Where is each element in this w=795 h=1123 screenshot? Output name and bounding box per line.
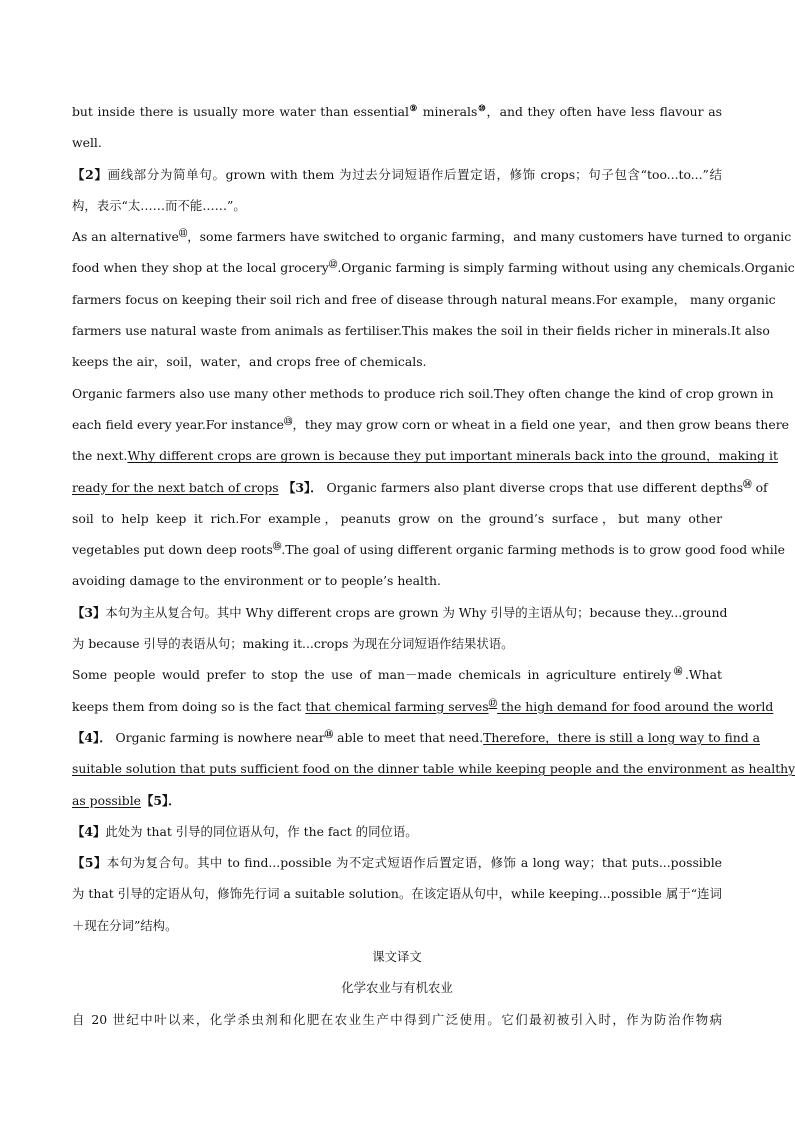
text-segment: that chemical farming serves — [305, 698, 489, 714]
text-line — [72, 346, 722, 377]
text-line — [72, 190, 722, 221]
text-line — [72, 159, 722, 190]
text-segment: .The goal of using different organic farming methods is to grow good food while — [281, 542, 786, 558]
text-segment: keeps them from doing so is the fact — [72, 698, 306, 714]
text-segment: but inside there is usually more water than essential — [72, 104, 409, 119]
text-segment: ＋现在分词”结构。 — [72, 917, 178, 933]
text-line — [72, 221, 792, 252]
footnote-marker: ⑮ — [272, 542, 282, 553]
text-segment: Some people would prefer to stop the use of man－made chemicals in agriculture entirely — [72, 667, 672, 683]
text-segment: 自 20 世纪中叶以来，化学杀虫剂和化肥在农业生产中得到广泛使用。它们最初被引入时，作为防治作物病 — [72, 1011, 722, 1027]
text-line — [72, 252, 795, 283]
footnote-marker: ⑪ — [178, 229, 188, 240]
text-line — [72, 691, 774, 722]
text-segment: ready for the next batch of crops — [72, 479, 279, 495]
text-line — [72, 472, 768, 503]
text-line — [72, 816, 722, 847]
text-segment: well. — [72, 135, 102, 151]
footnote-marker: ⑩ — [477, 103, 487, 114]
text-line — [72, 96, 722, 127]
footnote-marker: ⑬ — [283, 416, 293, 427]
text-line — [72, 378, 774, 409]
text-segment: each field every year.For instance — [72, 416, 284, 432]
text-segment: .What — [684, 667, 722, 683]
text-segment: ，some farmers have switched to organic farming，and many customers have turned to organic — [187, 229, 792, 245]
annotation-label: 【4】． — [72, 729, 112, 745]
text-segment: farmers focus on keeping their soil rich and free of disease through natural means.For example， many organic — [72, 291, 776, 307]
text-segment: avoiding damage to the environment or to people’s health. — [72, 573, 441, 589]
text-line — [72, 565, 722, 596]
text-segment: farmers use natural waste from animals as fertiliser.This makes the soil in their fields richer in minerals.It also — [72, 323, 770, 339]
text-line — [72, 753, 795, 784]
text-line — [72, 785, 722, 816]
text-segment: 为 because 引导的表语从句；making it...crops 为现在分词短语作结果状语。 — [72, 636, 514, 652]
text-segment: the high demand for food around the world — [497, 698, 774, 714]
annotation-label: 【4】 — [72, 823, 106, 839]
annotation-label: 【2】 — [72, 166, 108, 182]
text-segment: 构，表示“太……而不能……”。 — [72, 197, 246, 213]
heading-line — [72, 972, 722, 1003]
text-line — [72, 315, 770, 346]
footnote-marker: ⑫ — [328, 260, 338, 271]
text-line — [72, 910, 722, 941]
text-segment: of — [751, 479, 768, 495]
footnote-marker: ⑱ — [324, 729, 334, 740]
footnote-marker: ⑰ — [488, 698, 498, 709]
annotation-label: 【5】 — [72, 855, 107, 871]
text-segment: 课文译文 — [372, 949, 422, 965]
text-line — [72, 440, 778, 471]
text-segment: minerals — [418, 104, 478, 119]
text-line — [72, 534, 786, 565]
text-segment: 本句为复合句。其中 to find...possible 为不定式短语作后置定语，修饰 a long way；that puts...possible — [106, 855, 722, 871]
document-body — [72, 96, 795, 1035]
text-segment: .Organic farming is simply farming without using any chemicals.Organic — [337, 260, 795, 276]
footnote-marker: ⑨ — [408, 103, 419, 114]
annotation-label: 【5】． — [140, 792, 181, 808]
text-segment: 为 that 引导的定语从句，修饰先行词 a suitable solution。在该定语从句中，while keeping...possible 属于“连词 — [72, 886, 722, 902]
text-segment: 此处为 that 引导的同位语从句，作 the fact 的同位语。 — [105, 823, 418, 839]
text-segment: Organic farmers also plant diverse crops that use different depths — [322, 479, 744, 495]
text-segment: ，they may grow corn or wheat in a field one year，and then grow beans there — [292, 416, 789, 432]
text-line — [72, 722, 761, 753]
text-line — [72, 409, 789, 440]
footnote-marker: ⑭ — [743, 479, 752, 490]
text-line — [72, 284, 776, 315]
text-line — [72, 628, 722, 659]
text-segment: able to meet that need. — [333, 729, 484, 745]
text-segment: 画线部分为简单句。grown with them 为过去分词短语作后置定语，修饰 crops；句子包含“too...to...”结 — [107, 166, 722, 182]
text-segment: 本句为主从复合句。其中 Why different crops are grown 为 Why 引导的主语从句；because they...ground — [105, 604, 728, 620]
text-segment: the next. — [72, 448, 128, 464]
annotation-label: 【3】． — [278, 479, 323, 495]
text-segment: suitable solution that puts sufficient food on the dinner table while keeping people and the environment as healthy — [72, 761, 795, 777]
text-line — [72, 847, 722, 878]
text-line — [72, 503, 722, 534]
text-segment: Why different crops are grown is because they put important minerals back into the ground，making it — [127, 448, 778, 464]
text-segment: Therefore，there is still a long way to find a — [483, 729, 761, 745]
text-line — [72, 878, 722, 909]
text-segment: keeps the air，soil，water，and crops free of chemicals. — [72, 354, 427, 370]
text-segment: Organic farmers also use many other methods to produce rich soil.They often change the kind of crop grown in — [72, 385, 774, 401]
text-segment: Organic farming is nowhere near — [111, 729, 325, 745]
text-segment: food when they shop at the local grocery — [72, 260, 329, 276]
text-line — [72, 659, 722, 690]
text-segment: as possible — [72, 792, 141, 808]
text-line — [72, 1004, 722, 1035]
heading-line — [72, 941, 722, 972]
text-line — [72, 127, 722, 158]
text-segment: ，and they often have less flavour as — [486, 104, 723, 119]
text-segment: 化学农业与有机农业 — [341, 980, 453, 996]
text-segment: soil to help keep it rich.For example，peanuts grow on the ground’s surface，but many other — [72, 510, 722, 526]
footnote-marker: ⑯ — [671, 667, 685, 678]
text-line — [72, 597, 728, 628]
text-segment: As an alternative — [72, 229, 179, 245]
annotation-label: 【3】 — [72, 604, 106, 620]
text-segment: vegetables put down deep roots — [72, 542, 273, 558]
